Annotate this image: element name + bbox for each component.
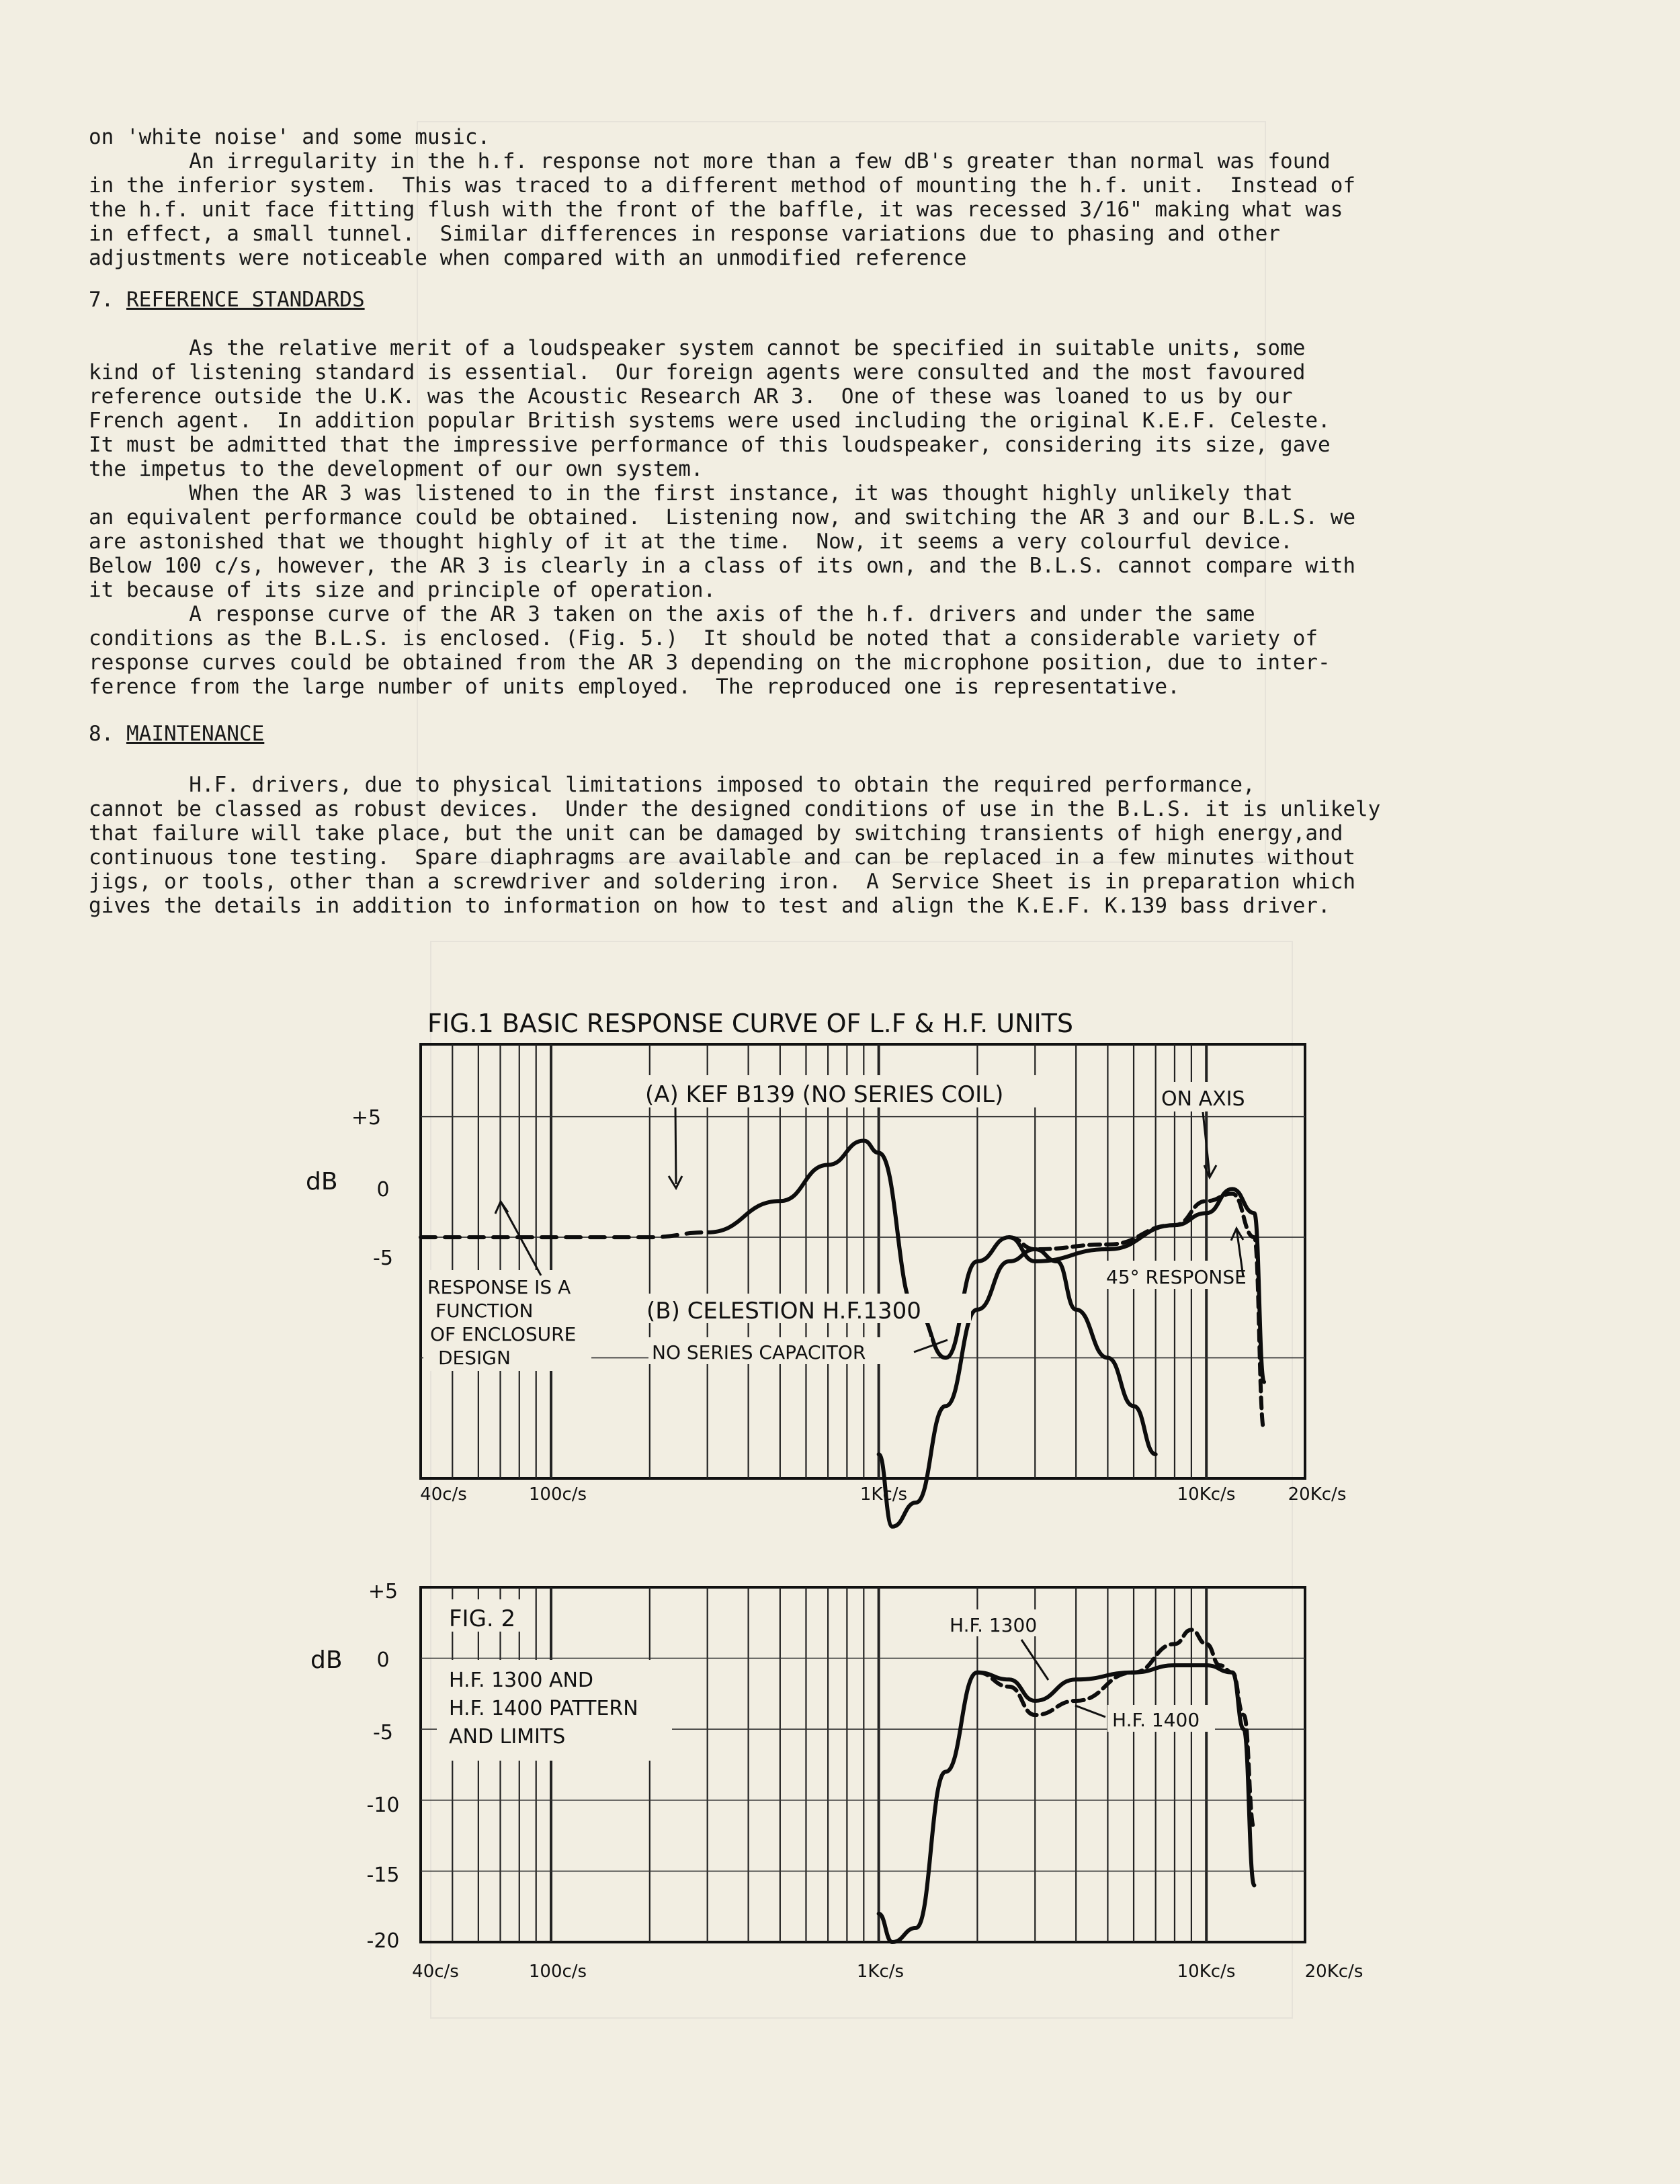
fig2-caption: H.F. 1400 PATTERN [449,1697,638,1720]
section-7-line: Below 100 c/s, however, the AR 3 is clearly in a class of its own, and the B.L.S. cannot compare with [89,554,1356,578]
section-7-line: are astonished that we thought highly of it at the time. Now, it seems a very colourful device. [89,530,1293,554]
fig1-annotation-function: DESIGN [438,1347,511,1369]
fig2-xtick: 20Kc/s [1304,1962,1363,1982]
section-8-line: cannot be classed as robust devices. Under the designed conditions of use in the B.L.S. it is unlikely [89,797,1381,821]
section-8-line: H.F. drivers, due to physical limitations imposed to obtain the required performance, [89,773,1255,797]
fig2-caption: AND LIMITS [449,1725,566,1749]
fig2-ylabel: dB [310,1646,343,1674]
intro-line: on 'white noise' and some music. [89,125,491,149]
intro-line: An irregularity in the h.f. response not more than a few dB's greater than normal was found [89,149,1331,173]
section-7-line: French agent. In addition popular British systems were used including the original K.E.F. Celeste. [89,409,1331,433]
intro-line: the h.f. unit face fitting flush with the front of the baffle, it was recessed 3/16" making what was [89,198,1343,222]
fig1-xtick: 20Kc/s [1288,1484,1347,1505]
fig1-xtick: 10Kc/s [1177,1484,1236,1505]
fig2-caption: H.F. 1300 AND [449,1669,594,1692]
fig1-ytick: +5 [351,1106,382,1130]
fig1-xtick: 1Kc/s [859,1484,908,1505]
fig1-annotation-a: (A) KEF B139 (NO SERIES COIL) [645,1081,1004,1108]
fig2-xtick: 100c/s [528,1962,587,1982]
fig1-ylabel: dB [306,1168,338,1195]
fig2-title: FIG. 2 [449,1605,516,1632]
fig2-hf1300-label: H.F. 1300 [950,1614,1038,1636]
fig2-hf1400-label: H.F. 1400 [1112,1709,1200,1731]
section-7-line: conditions as the B.L.S. is enclosed. (Fig. 5.) It should be noted that a considerable variety of [89,626,1318,650]
fig1-annotation-function: FUNCTION [435,1300,534,1322]
fig1-ytick: -5 [373,1247,393,1270]
section-7-line: an equivalent performance could be obtained. Listening now, and switching the AR 3 and our B.L.S. we [89,505,1356,530]
section-7-line: A response curve of the AR 3 taken on the axis of the h.f. drivers and under the same [89,602,1255,626]
fig2-xtick: 1Kc/s [856,1962,905,1982]
section-7-line: ference from the large number of units employed. The reproduced one is representative. [89,675,1180,699]
intro-line: in effect, a small tunnel. Similar differences in response variations due to phasing and other [89,222,1281,246]
fig2-curves [879,1630,1255,1942]
fig2-ytick: -15 [366,1863,400,1887]
series-line [1009,1194,1264,1431]
fig1-xtick: 100c/s [528,1484,587,1505]
section-8-line: jigs, or tools, other than a screwdriver and soldering iron. A Service Sheet is in preparation which [89,870,1356,894]
fig2-grid [421,1587,1305,1942]
series-line [879,1249,1156,1527]
fig2-xtick: 40c/s [412,1962,459,1982]
section-8-title: MAINTENANCE [126,722,265,746]
fig1-xtick: 40c/s [420,1484,467,1505]
section-8-line: continuous tone testing. Spare diaphragms are available and can be replaced in a few minutes without [89,845,1356,870]
fig2-arrow-1400 [1075,1706,1105,1717]
fig2-ytick: -5 [373,1721,393,1745]
fig2 [310,1580,1363,1982]
fig1-annotation-on-axis: ON AXIS [1161,1087,1245,1111]
section-7-line: response curves could be obtained from the AR 3 depending on the microphone position, due to inter- [89,650,1331,675]
section-7-line: it because of its size and principle of operation. [89,578,716,602]
section-7-line: kind of listening standard is essential. Our foreign agents were consulted and the most favoured [89,360,1306,384]
fig1-arrow-a [675,1107,676,1184]
fig2-ytick: -10 [366,1794,400,1817]
section-8-number: 8. [89,722,126,746]
section-7-number: 7. [89,288,126,312]
fig2-frame [421,1587,1305,1942]
intro-line: in the inferior system. This was traced to a different method of mounting the h.f. unit. Instead of [89,173,1356,198]
section-7-line: reference outside the U.K. was the Acoustic Research AR 3. One of these was loaned to us by our [89,384,1293,409]
fig1-annotation-function: RESPONSE IS A [427,1276,571,1298]
fig1 [306,1009,1346,1527]
section-7-line: the impetus to the development of our own system. [89,457,704,481]
section-7-line: It must be admitted that the impressive performance of this loudspeaker, considering its size, gave [89,433,1331,457]
fig1-annotation-b: (B) CELESTION H.F.1300 [646,1298,921,1325]
fig2-ytick: 0 [376,1648,390,1672]
fig1-annotation-function: OF ENCLOSURE [430,1323,577,1345]
section-7-title: REFERENCE STANDARDS [126,288,365,312]
fig2-ytick: +5 [368,1580,398,1603]
section-8-line: gives the details in addition to information on how to test and align the K.E.F. K.139 bass driver. [89,894,1331,918]
section-7-line: As the relative merit of a loudspeaker system cannot be specified in suitable units, some [89,336,1306,360]
section-8-line: that failure will take place, but the unit can be damaged by switching transients of high energy,and [89,821,1343,845]
fig2-xtick: 10Kc/s [1177,1962,1236,1982]
fig2-ytick: -20 [366,1929,400,1953]
fig1-annotation-45: 45° RESPONSE [1106,1266,1247,1288]
fig1-annotation-no-cap: NO SERIES CAPACITOR [652,1341,866,1363]
section-7-line: When the AR 3 was listened to in the first instance, it was thought highly unlikely that [89,481,1293,505]
fig1-title: FIG.1 BASIC RESPONSE CURVE OF L.F & H.F. UNITS [427,1009,1074,1038]
fig1-ytick: 0 [376,1178,390,1202]
intro-line: adjustments were noticeable when compared with an unmodified reference [89,246,967,270]
